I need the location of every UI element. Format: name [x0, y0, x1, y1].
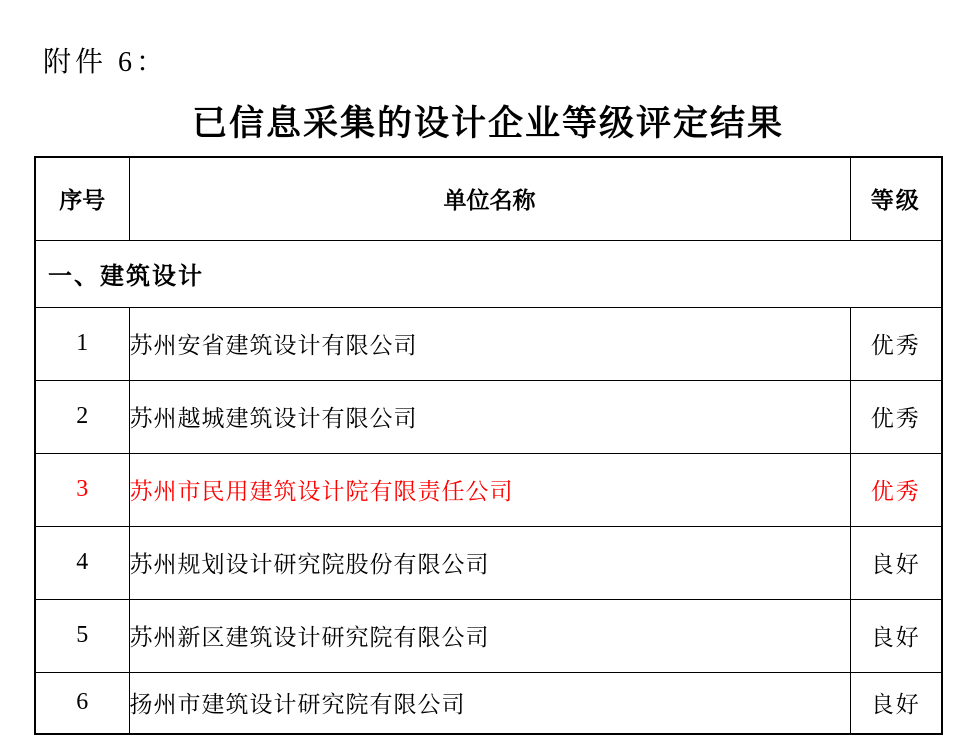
row-index: 5 — [35, 599, 129, 672]
table-row — [35, 526, 942, 599]
table-row-highlighted — [35, 453, 942, 526]
company-name: 苏州规划设计研究院股份有限公司 — [129, 526, 850, 599]
row-index: 3 — [35, 453, 129, 526]
grade-value: 良好 — [850, 526, 942, 599]
grade-value: 优秀 — [850, 453, 942, 526]
company-name: 苏州安省建筑设计有限公司 — [129, 307, 850, 380]
company-name: 苏州越城建筑设计有限公司 — [129, 380, 850, 453]
grade-value: 优秀 — [850, 380, 942, 453]
table-row — [35, 380, 942, 453]
company-name: 苏州新区建筑设计研究院有限公司 — [129, 599, 850, 672]
row-index: 4 — [35, 526, 129, 599]
rating-results-table — [34, 156, 943, 735]
column-header-index: 序号 — [35, 157, 129, 240]
section-row — [35, 240, 942, 307]
table-row — [35, 307, 942, 380]
table-row — [35, 599, 942, 672]
page-title: 已信息采集的设计企业等级评定结果 — [191, 104, 784, 143]
section-title: 一、建筑设计 — [35, 240, 942, 307]
grade-value: 优秀 — [850, 307, 942, 380]
table-row — [35, 672, 942, 734]
company-name: 扬州市建筑设计研究院有限公司 — [129, 672, 850, 734]
row-index: 2 — [35, 380, 129, 453]
attachment-label: 附件 6： — [43, 47, 169, 78]
row-index: 6 — [35, 672, 129, 734]
table-header-row — [35, 157, 942, 240]
grade-value: 良好 — [850, 672, 942, 734]
company-name: 苏州市民用建筑设计院有限责任公司 — [129, 453, 850, 526]
row-index: 1 — [35, 307, 129, 380]
grade-value: 良好 — [850, 599, 942, 672]
column-header-grade: 等级 — [850, 157, 942, 240]
column-header-name: 单位名称 — [129, 157, 850, 240]
